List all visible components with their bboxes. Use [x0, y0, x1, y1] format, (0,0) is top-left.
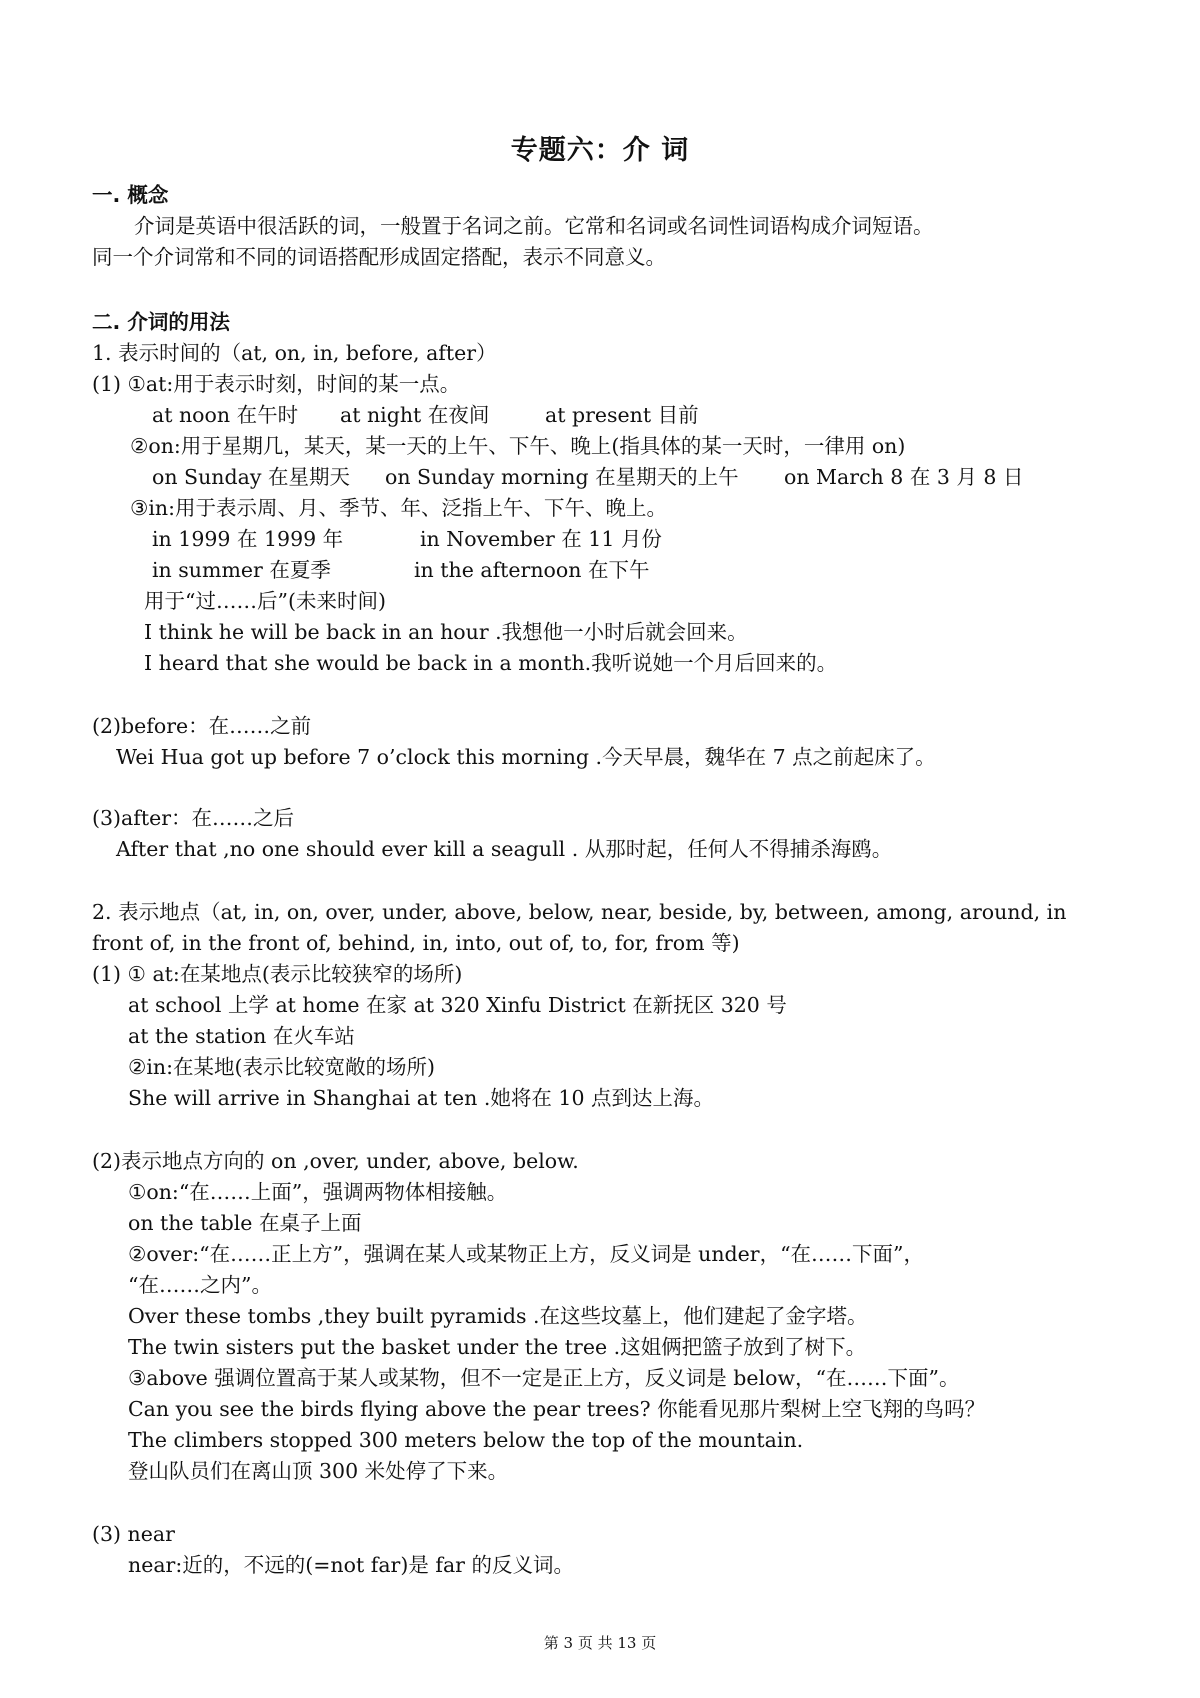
direction-over-definition-line-2: “在……之内”。	[128, 1273, 272, 1297]
time-prepositions-title: 1. 表示时间的（at, on, in, before, after）	[92, 341, 497, 365]
direction-above-definition: ③above 强调位置高于某人或某物，但不一定是正上方，反义词是 below，“在……下面”。	[128, 1366, 960, 1390]
in-example: in November 在 11 月份	[420, 527, 662, 551]
on-definition: ②on:用于星期几，某天，某一天的上午、下午、晚上(指具体的某一天时，一律用 on)	[130, 434, 906, 458]
place-at-example-2: at the station 在火车站	[128, 1024, 355, 1048]
direction-over-example-2: The twin sisters put the basket under the tree .这姐俩把篮子放到了树下。	[128, 1335, 867, 1359]
direction-above-example-3: 登山队员们在离山顶 300 米处停了下来。	[128, 1459, 509, 1483]
place-in-definition: ②in:在某地(表示比较宽敞的场所)	[128, 1055, 436, 1079]
page-footer: 第 3 页 共 13 页	[543, 1634, 657, 1652]
direction-on-example: on the table 在桌子上面	[128, 1211, 362, 1235]
place-in-example: She will arrive in Shanghai at ten .她将在 10 点到达上海。	[128, 1086, 715, 1110]
in-examples-1	[152, 526, 662, 552]
after-definition: (3)after：在……之后	[92, 806, 295, 830]
before-definition: (2)before：在……之前	[92, 714, 312, 738]
in-example-sentence-1: I think he will be back in an hour .我想他一小时后就会回来。	[144, 620, 748, 644]
place-prepositions-title-line-2: front of, in the front of, behind, in, into, out of, to, for, from 等)	[92, 931, 740, 955]
place-at-definition: (1) ① at:在某地点(表示比较狭窄的场所)	[92, 962, 463, 986]
direction-on-definition: ①on:“在……上面”，强调两物体相接触。	[128, 1180, 508, 1204]
in-example: in the afternoon 在下午	[414, 558, 650, 582]
in-example: in summer 在夏季	[152, 558, 331, 582]
place-prepositions-title-line-1: 2. 表示地点（at, in, on, over, under, above, below, near, beside, by, between, among, around, in	[92, 900, 1067, 924]
in-definition: ③in:用于表示周、月、季节、年、泛指上午、下午、晚上。	[130, 496, 668, 520]
in-future-usage: 用于“过……后”(未来时间)	[144, 589, 386, 613]
in-example-sentence-2: I heard that she would be back in a month.我听说她一个月后回来的。	[144, 651, 838, 675]
concept-paragraph-line-1: 介词是英语中很活跃的词，一般置于名词之前。它常和名词或名词性词语构成介词短语。	[134, 214, 934, 238]
before-example: Wei Hua got up before 7 o’clock this morning .今天早晨，魏华在 7 点之前起床了。	[116, 745, 936, 769]
at-examples	[152, 402, 699, 428]
near-title: (3) near	[92, 1522, 175, 1546]
at-definition: (1) ①at:用于表示时刻，时间的某一点。	[92, 372, 461, 396]
direction-above-example-2: The climbers stopped 300 meters below the top of the mountain.	[128, 1428, 804, 1452]
on-example: on Sunday morning 在星期天的上午	[385, 465, 739, 489]
direction-title: (2)表示地点方向的 on ,over, under, above, below.	[92, 1149, 579, 1173]
concept-paragraph-line-2: 同一个介词常和不同的词语搭配形成固定搭配，表示不同意义。	[92, 245, 666, 269]
direction-above-example-1: Can you see the birds flying above the pear trees? 你能看见那片梨树上空飞翔的鸟吗？	[128, 1397, 986, 1421]
direction-over-definition-line-1: ②over:“在……正上方”，强调在某人或某物正上方，反义词是 under，“在……下面”，	[128, 1242, 925, 1266]
at-example: at night 在夜间	[340, 403, 490, 427]
place-at-example-1: at school 上学 at home 在家 at 320 Xinfu District 在新抚区 320 号	[128, 993, 787, 1017]
in-examples-2	[152, 557, 649, 583]
in-example: in 1999 在 1999 年	[152, 527, 344, 551]
on-example: on March 8 在 3 月 8 日	[784, 465, 1024, 489]
at-example: at noon 在午时	[152, 403, 299, 427]
after-example: After that ,no one should ever kill a seagull . 从那时起，任何人不得捕杀海鸥。	[116, 837, 893, 861]
direction-over-example-1: Over these tombs ,they built pyramids .在这些坟墓上，他们建起了金字塔。	[128, 1304, 868, 1328]
on-example: on Sunday 在星期天	[152, 465, 350, 489]
at-example: at present 目前	[545, 403, 699, 427]
near-definition: near:近的，不远的(=not far)是 far 的反义词。	[128, 1553, 574, 1577]
page-title: 专题六：介 词	[510, 135, 690, 166]
section-2-heading: 二. 介词的用法	[92, 310, 230, 334]
section-1-heading: 一. 概念	[92, 183, 169, 207]
on-examples	[152, 464, 1023, 490]
